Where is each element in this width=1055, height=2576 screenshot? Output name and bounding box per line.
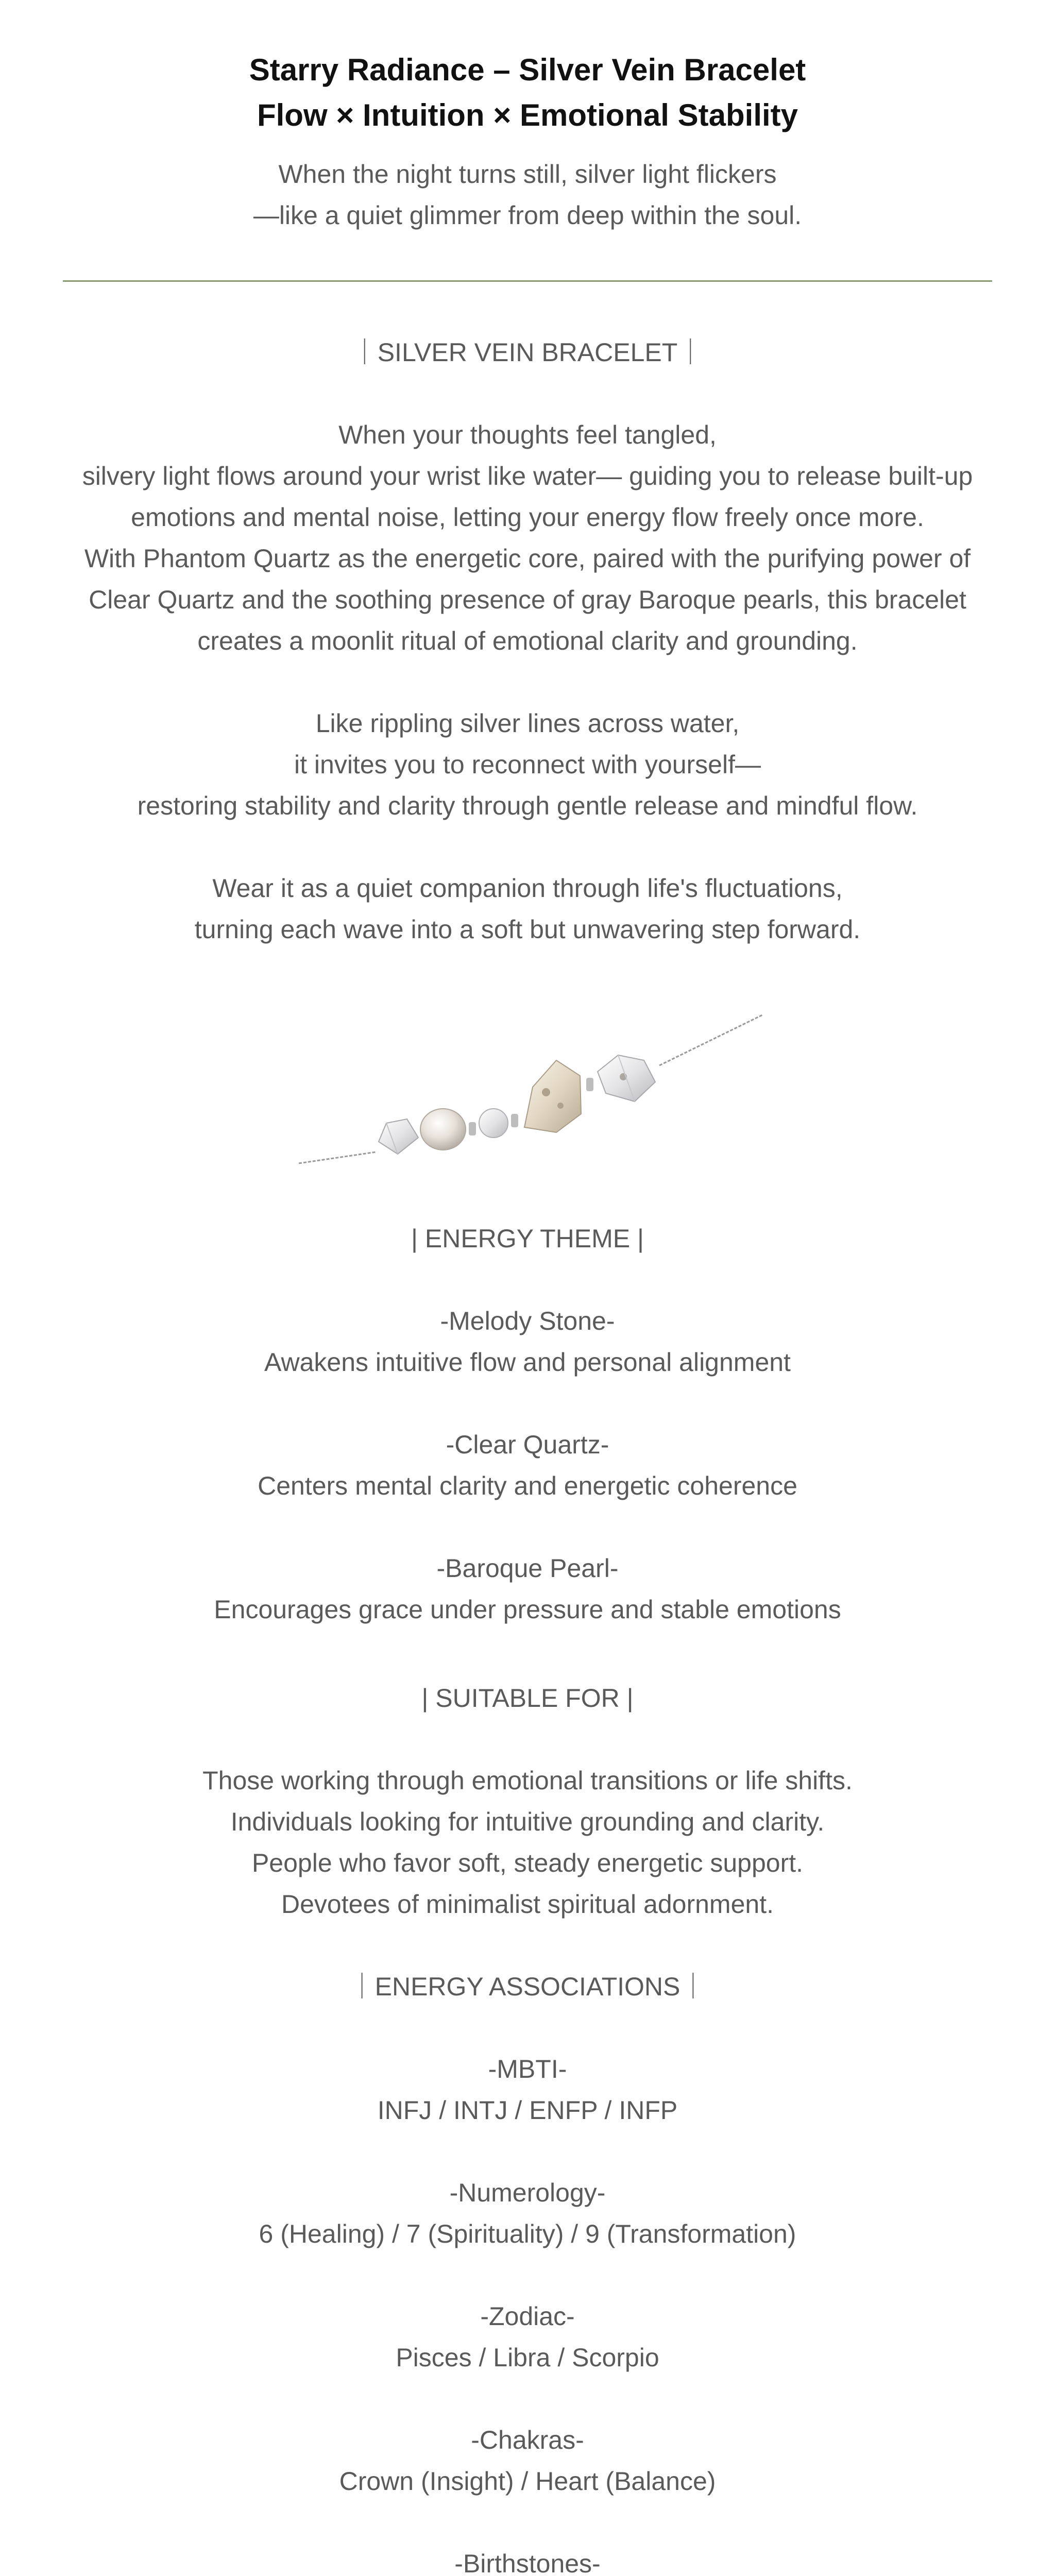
intro-p3-line: Wear it as a quiet companion through life's fluctuations, (212, 874, 843, 903)
association-name: -MBTI- (488, 2055, 567, 2083)
bracelet-photo-icon (288, 1005, 773, 1180)
intro-p1-line: emotions and mental noise, letting your energy flow freely once more. (131, 503, 924, 532)
energy-theme-item-desc: Awakens intuitive flow and personal alignment (264, 1348, 791, 1377)
association-value: INFJ / INTJ / ENFP / INFP (377, 2096, 678, 2125)
tagline-line-1: When the night turns still, silver light flickers (278, 160, 777, 189)
tagline-line-2: —like a quiet glimmer from deep within the soul. (253, 201, 802, 230)
intro-p2-line: it invites you to reconnect with yourself— (294, 750, 761, 779)
intro-p1-line: When your thoughts feel tangled, (338, 420, 717, 449)
association-value: Pisces / Libra / Scorpio (396, 2343, 659, 2372)
product-title: Starry Radiance – Silver Vein Bracelet (249, 53, 806, 87)
intro-p2-line: restoring stability and clarity through gentle release and mindful flow. (137, 791, 918, 820)
intro-p1-line: silvery light flows around your wrist like water— guiding you to release built-up (82, 462, 973, 490)
energy-theme-heading: | ENERGY THEME | (411, 1224, 644, 1253)
energy-theme-item-desc: Centers mental clarity and energetic coherence (258, 1471, 797, 1500)
product-subtitle: Flow × Intuition × Emotional Stability (257, 98, 798, 132)
intro-heading: ｜SILVER VEIN BRACELET｜ (351, 338, 704, 367)
association-name: -Chakras- (471, 2426, 584, 2454)
section-divider (63, 280, 992, 282)
intro-p3-line: turning each wave into a soft but unwavering step forward. (194, 915, 861, 944)
energy-theme-item-desc: Encourages grace under pressure and stable emotions (214, 1595, 841, 1624)
association-value: Crown (Insight) / Heart (Balance) (339, 2467, 716, 2496)
suitable-for-line: Individuals looking for intuitive grounding and clarity. (230, 1807, 825, 1836)
intro-p1-line: With Phantom Quartz as the energetic core, paired with the purifying power of (84, 544, 971, 573)
intro-p1-line: Clear Quartz and the soothing presence of gray Baroque pearls, this bracelet (89, 585, 966, 614)
association-value: 6 (Healing) / 7 (Spirituality) / 9 (Transformation) (259, 2219, 796, 2248)
energy-theme-item-name: -Baroque Pearl- (436, 1554, 619, 1583)
suitable-for-line: People who favor soft, steady energetic support. (251, 1849, 804, 1877)
association-name: -Birthstones- (454, 2549, 601, 2576)
intro-p1-line: creates a moonlit ritual of emotional clarity and grounding. (197, 626, 858, 655)
association-name: -Numerology- (449, 2178, 606, 2207)
suitable-for-line: Devotees of minimalist spiritual adornment. (281, 1890, 774, 1919)
energy-theme-item-name: -Clear Quartz- (446, 1430, 609, 1459)
associations-heading: ｜ENERGY ASSOCIATIONS｜ (349, 1972, 706, 2001)
association-name: -Zodiac- (480, 2302, 575, 2331)
suitable-for-heading: | SUITABLE FOR | (421, 1684, 634, 1713)
intro-p2-line: Like rippling silver lines across water, (315, 709, 740, 738)
energy-theme-item-name: -Melody Stone- (440, 1307, 615, 1335)
suitable-for-line: Those working through emotional transitions or life shifts. (202, 1766, 853, 1795)
